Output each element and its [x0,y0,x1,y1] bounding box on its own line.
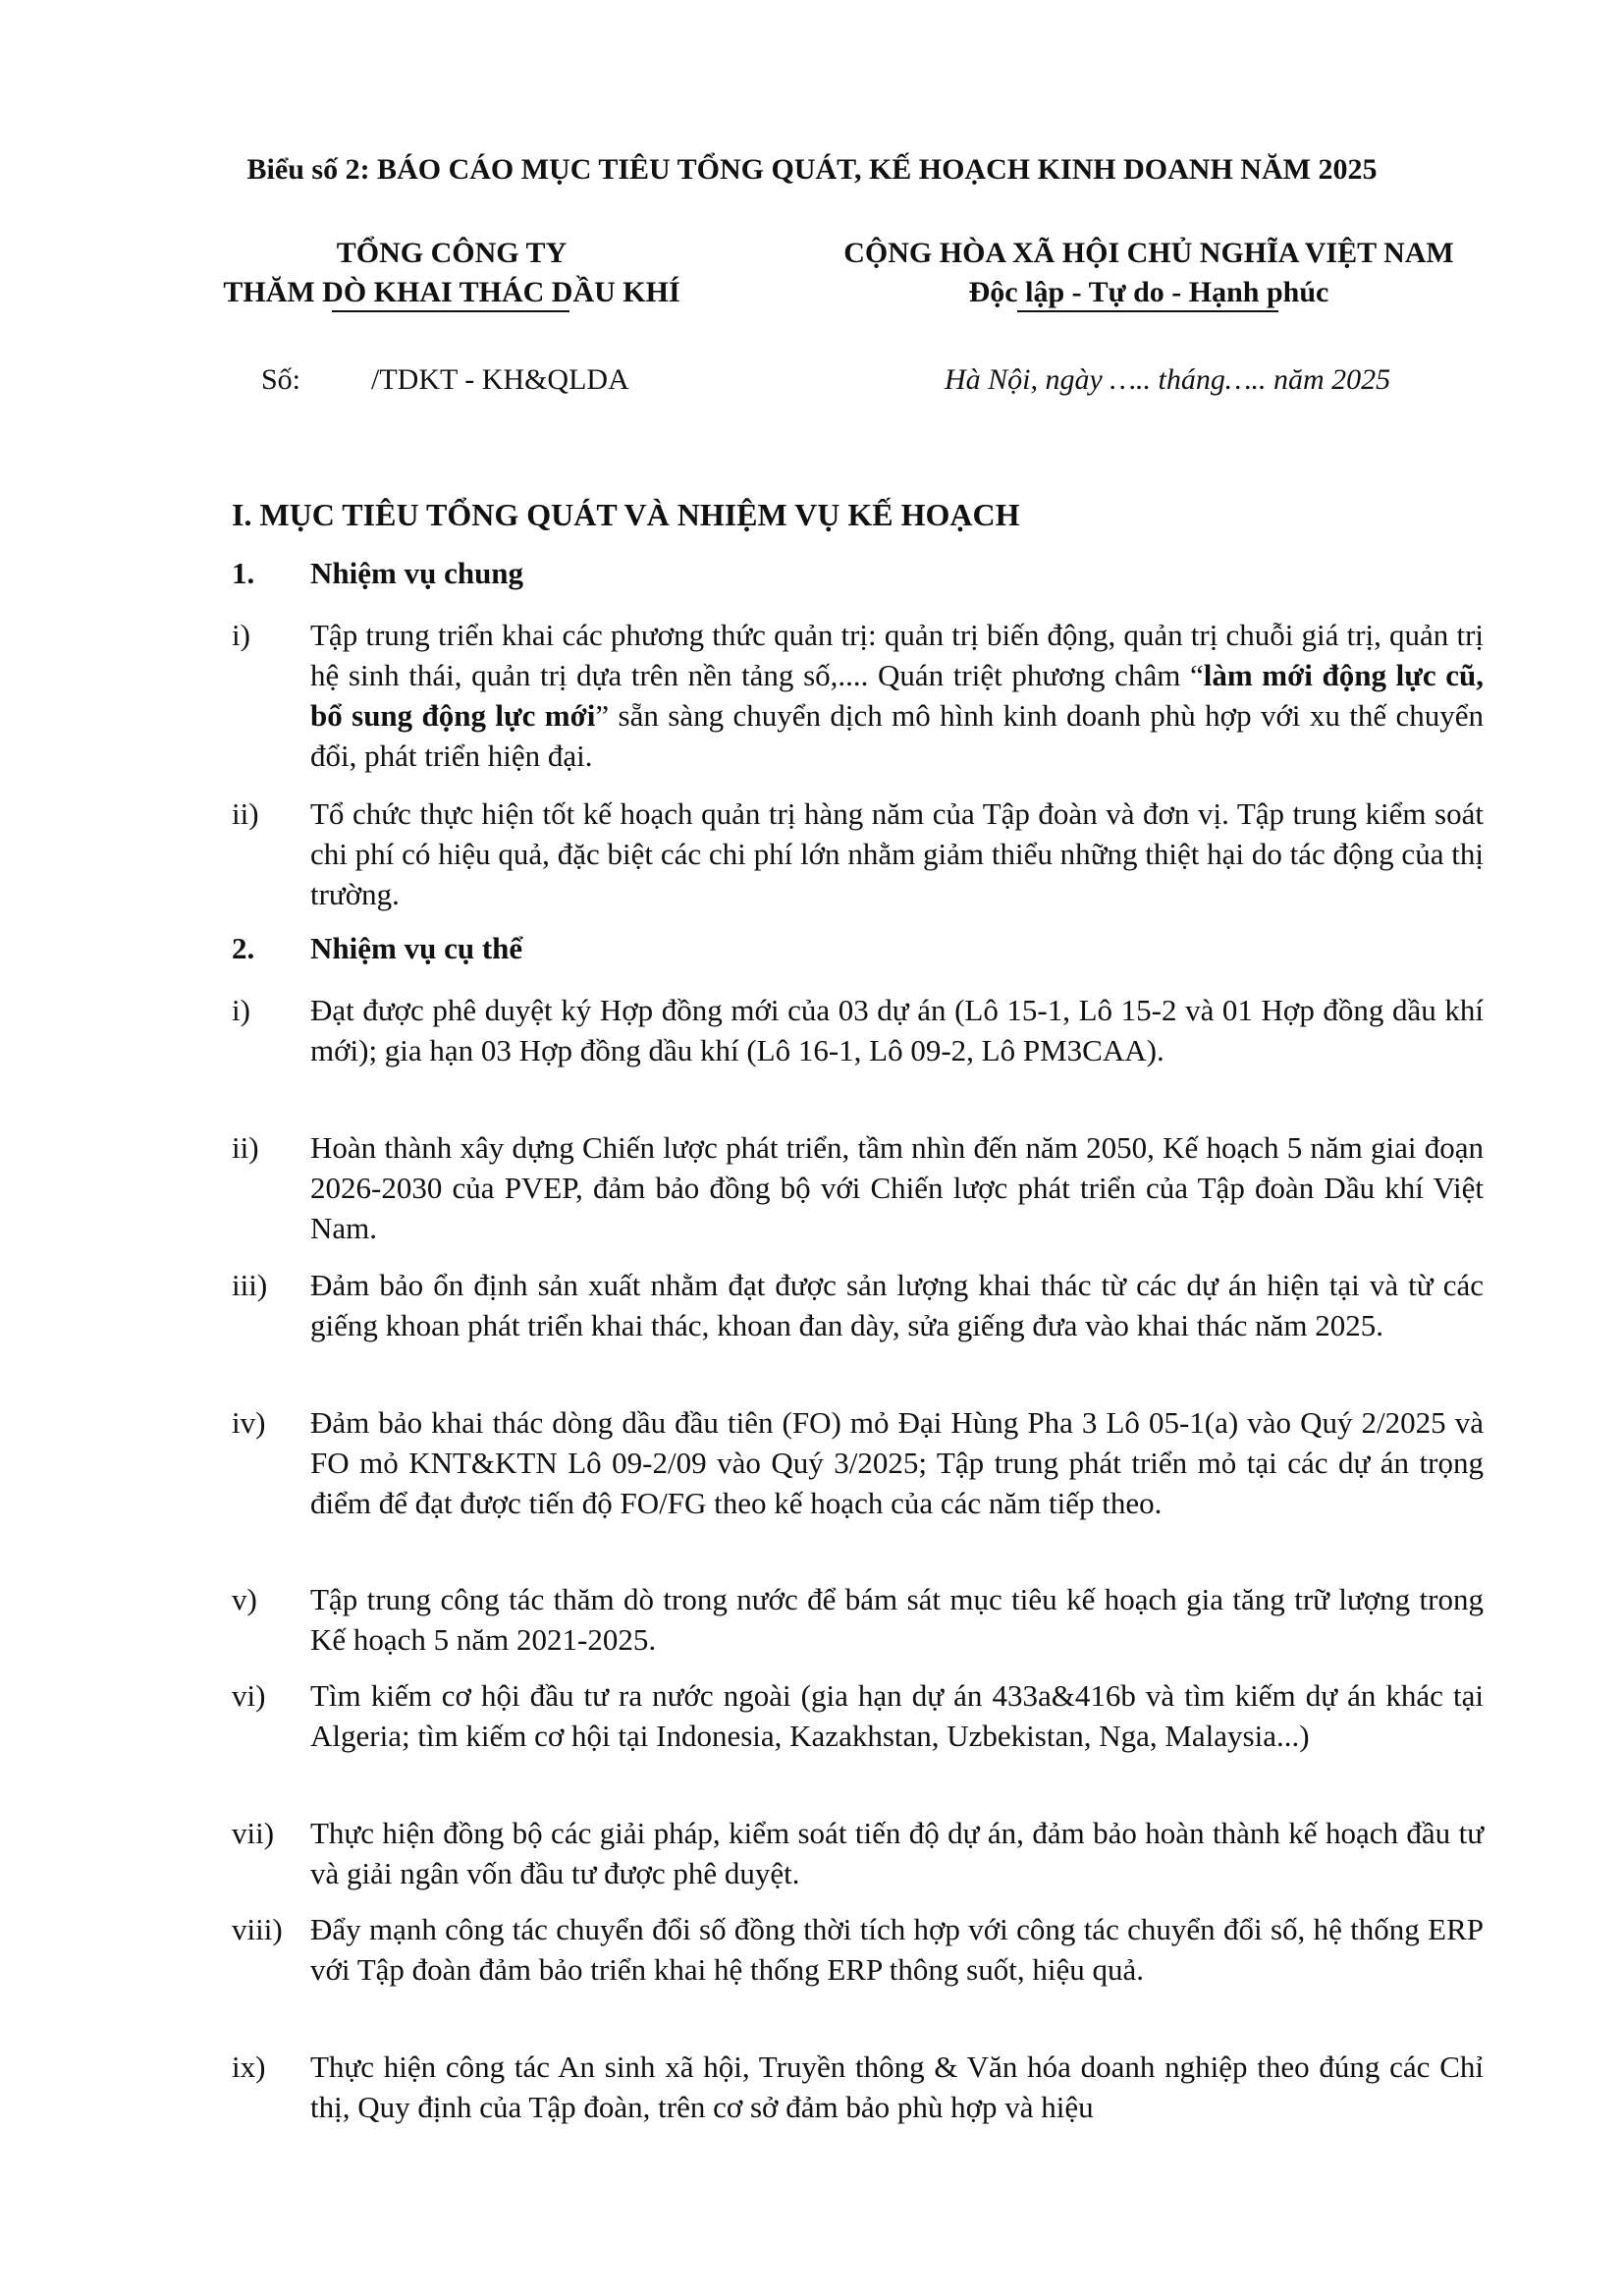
item-marker: iii) [232,1268,268,1302]
item-text: Thực hiện công tác An sinh xã hội, Truyền thông & Văn hóa doanh nghiệp theo đúng các Chỉ thị, Quy định của Tập đoàn, trên cơ sở đảm bảo phù hợp và hiệu [310,2050,1484,2124]
doc-number-label: Số: [261,363,301,396]
item-marker: v) [232,1582,257,1616]
item-text: Đảm bảo khai thác dòng dầu đầu tiên (FO) mỏ Đại Hùng Pha 3 Lô 05-1(a) vào Quý 2/2025 và FO mỏ KNT&KTN Lô 09-2/09 vào Quý 3/2025; Tập trung phát triển mỏ tại các dự án trọng điểm để đạt được tiến độ FO/FG theo kế hoạch của các năm tiếp theo. [310,1405,1484,1520]
item-marker: ii) [232,796,259,831]
item-marker: i) [232,993,250,1027]
item-marker: i) [232,618,250,652]
item-text: Tìm kiếm cơ hội đầu tư ra nước ngoài (gia hạn dự án 433a&416b và tìm kiếm dự án khác tại Algeria; tìm kiếm cơ hội tại Indonesia, Kazakhstan, Uzbekistan, Nga, Malaysia...) [310,1678,1484,1753]
item-marker: ii) [232,1130,259,1165]
country-name: CỘNG HÒA XÃ HỘI CHỦ NGHĨA VIỆT NAM [843,237,1454,269]
specific-tasks-number: 2. [232,931,255,965]
item-text: Tập trung triển khai các phương thức quản trị: quản trị biến động, quản trị chuỗi giá trị, quản trị hệ sinh thái, quản trị dựa trên nền tảng số,.... Quán triệt phương châm “làm mới động lực cũ, bổ sung động lực mới” sẵn sàng chuyển dịch mô hình kinh doanh phù hợp với xu thế chuyển đổi, phát triển hiện đại. [310,618,1485,773]
header-national [776,234,1522,312]
item-marker: ix) [232,2050,266,2084]
item-marker: vi) [232,1678,266,1713]
item-marker: vii) [232,1816,275,1850]
doc-number-code: /TDKT - KH&QLDA [371,363,629,396]
motto-underline [1017,310,1278,312]
item-text: Hoàn thành xây dựng Chiến lược phát triển, tầm nhìn đến năm 2050, Kế hoạch 5 năm giai đoạn 2026-2030 của PVEP, đảm bảo đồng bộ với Chiến lược phát triển của Tập đoàn Dầu khí Việt Nam. [310,1130,1484,1245]
general-tasks-title: Nhiệm vụ chung [310,556,524,590]
specific-tasks-title: Nhiệm vụ cụ thể [310,931,523,965]
form-title: Biểu số 2: BÁO CÁO MỤC TIÊU TỔNG QUÁT, KẾ HOẠCH KINH DOANH NĂM 2025 [246,153,1378,186]
item-marker: viii) [232,1912,283,1946]
item-text: Tập trung công tác thăm dò trong nước để bám sát mục tiêu kế hoạch gia tăng trữ lượng trong Kế hoạch 5 năm 2021-2025. [310,1582,1484,1657]
item-text: Đạt được phê duyệt ký Hợp đồng mới của 03 dự án (Lô 15-1, Lô 15-2 và 01 Hợp đồng dầu khí mới); gia hạn 03 Hợp đồng dầu khí (Lô 16-1, Lô 09-2, Lô PM3CAA). [310,993,1484,1067]
section-heading: I. MỤC TIÊU TỔNG QUÁT VÀ NHIỆM VỤ KẾ HOẠCH [232,497,1020,532]
bold-phrase: làm mới động lực cũ, bổ sung động lực mới [310,658,1484,733]
national-motto: Độc lập - Tự do - Hạnh phúc [968,276,1329,308]
company-underline [332,310,569,312]
item-text: Thực hiện đồng bộ các giải pháp, kiểm soát tiến độ dự án, đảm bảo hoàn thành kế hoạch đầu tư và giải ngân vốn đầu tư được phê duyệt. [310,1816,1484,1890]
item-text: Đảm bảo ổn định sản xuất nhằm đạt được sản lượng khai thác từ các dự án hiện tại và từ các giếng khoan phát triển khai thác, khoan đan dày, sửa giếng đưa vào khai thác năm 2025. [310,1268,1484,1342]
company-group-name: TỔNG CÔNG TY [336,237,568,269]
company-name: THĂM DÒ KHAI THÁC DẦU KHÍ [223,276,680,308]
header-company [157,234,746,312]
general-tasks-number: 1. [232,556,255,590]
item-text: Tổ chức thực hiện tốt kế hoạch quản trị hàng năm của Tập đoàn và đơn vị. Tập trung kiểm soát chi phí có hiệu quả, đặc biệt các chi phí lớn nhằm giảm thiểu những thiệt hại do tác động của thị trường. [310,796,1484,911]
item-marker: iv) [232,1405,266,1440]
date-line: Hà Nội, ngày ….. tháng….. năm 2025 [945,363,1391,396]
item-text: Đẩy mạnh công tác chuyển đổi số đồng thời tích hợp với công tác chuyển đổi số, hệ thống ERP với Tập đoàn đảm bảo triển khai hệ thống ERP thông suốt, hiệu quả. [310,1912,1484,1987]
